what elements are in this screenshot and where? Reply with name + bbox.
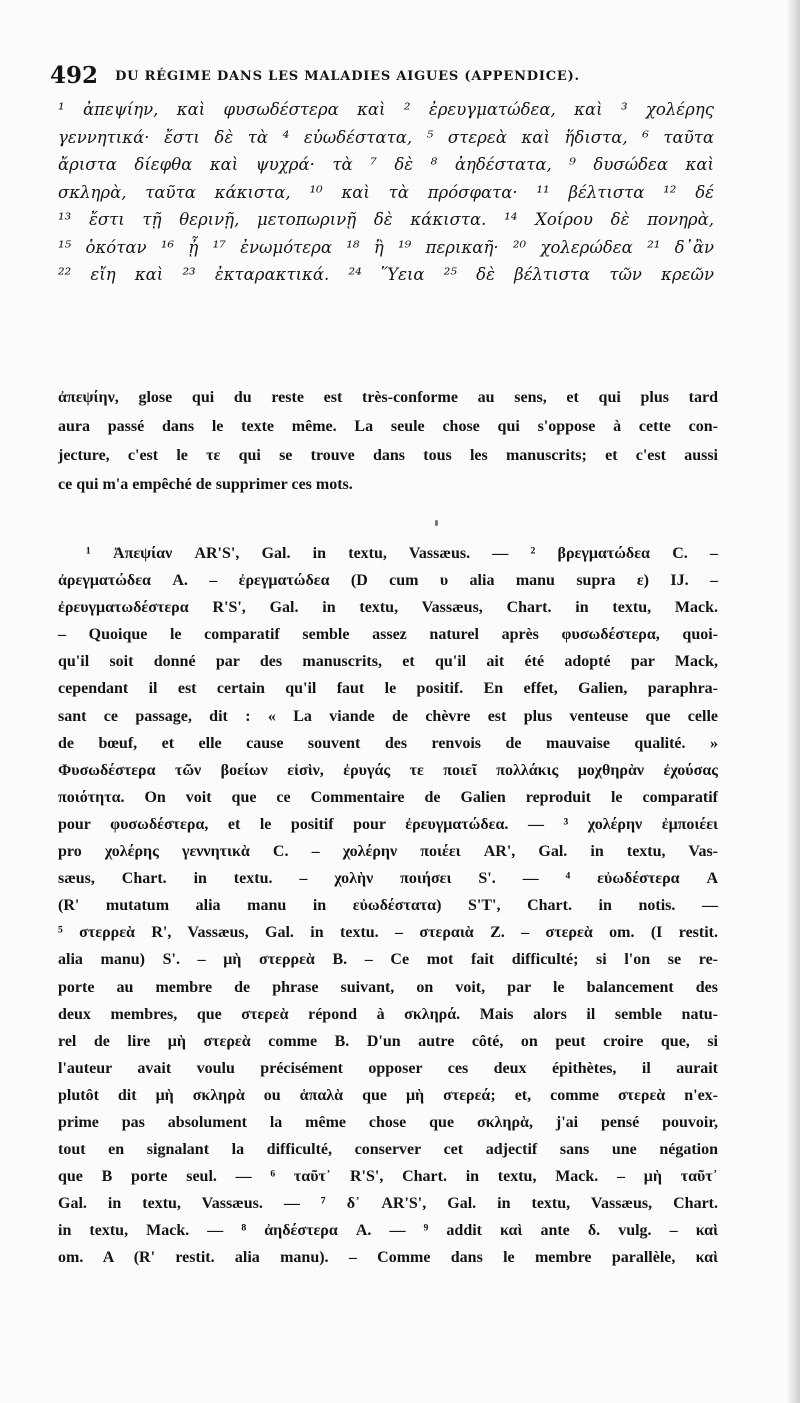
apparatus-line: deux membres, que στερεὰ répond à σκληρά. Mais alors il semble natu- [58,1005,718,1023]
apparatus-line: sant ce passage, dit : « La viande de chèvre est plus venteuse que celle [58,707,718,725]
greek-text-block [58,96,714,289]
apparatus-line: sæus, Chart. in textu. – χολὴν ποιήσει S'. — ⁴ εὐωδέστερα A [58,870,718,888]
greek-line: ἄριστα δίεφθα καὶ ψυχρά· τὰ ⁷ δὲ ⁸ ἀηδέστατα, ⁹ δυσώδεα καὶ [58,155,714,174]
apparatus-line: de bœuf, et elle cause souvent des renvois de mauvaise qualité. » [58,734,718,752]
apparatus-line: ἀρεγματώδεα A. – ἐρεγματώδεα (D cum υ alia manu supra ε) IJ. – [58,572,718,590]
apparatus-line: cependant il est certain qu'il faut le positif. En effet, Galien, paraphra- [58,680,718,698]
note-line: aura passé dans le texte même. La seule chose qui s'oppose à cette con- [58,418,718,435]
critical-apparatus [58,540,718,1272]
apparatus-line: ποιότητα. On voit que ce Commentaire de Galien reproduit le comparatif [58,788,718,806]
apparatus-line: – Quoique le comparatif semble assez naturel après φυσωδέστερα, quoi- [58,626,718,644]
note-line: ἀπεψίην, glose qui du reste est très-conforme au sens, et qui plus tard [58,389,718,406]
apparatus-line: l'auteur avait voulu précisément opposer ces deux épithètes, il aurait [58,1059,718,1077]
apparatus-line: in textu, Mack. — ⁸ ἀηδέστερα A. — ⁹ addit καὶ ante δ. vulg. – καὶ [58,1222,718,1240]
greek-line: ¹³ ἔστι τῇ θερινῇ, μετοπωρινῇ δὲ κάκιστα. ¹⁴ Χοίρου δὲ πονηρὰ, [58,210,714,229]
apparatus-line: ¹ Ἀπεψίαν AR'S', Gal. in textu, Vassæus. — ² βρεγματώδεα C. – [86,545,718,562]
apparatus-line: ἐρευγματωδέστερα R'S', Gal. in textu, Vassæus, Chart. in textu, Mack. [58,599,718,617]
apparatus-line: Φυσωδέστερα τῶν βοείων εἰσὶν, ἐρυγάς τε ποιεῖ πολλάκις μοχθηρὰν ἐχούσας [58,761,718,779]
apparatus-line: Gal. in textu, Vassæus. — ⁷ δ᾽ AR'S', Gal. in textu, Vassæus, Chart. [58,1195,718,1213]
running-head: DU RÉGIME DANS LES MALADIES AIGUES (APPENDICE). [115,69,580,84]
page-header [50,62,730,92]
apparatus-line: plutôt dit μὴ σκληρὰ ou ἁπαλὰ que μὴ στερεά; et, comme στερεὰ n'ex- [58,1086,718,1104]
greek-line: ²² εἴη καὶ ²³ ἐκταρακτικά. ²⁴ Ὕεια ²⁵ δὲ βέλτιστα τῶν κρεῶν [58,265,714,284]
apparatus-line: rel de lire μὴ στερεὰ comme B. D'un autre côté, on peut croire que, si [58,1032,718,1050]
apparatus-line: alia manu) S'. – μὴ στερρεὰ B. – Ce mot fait difficulté; si l'on se re- [58,951,718,969]
greek-line: ¹ ἀπεψίην, καὶ φυσωδέστερα καὶ ² ἐρευγματώδεα, καὶ ³ χολέρης [58,100,714,119]
commentary-note [58,383,718,499]
note-line: jecture, c'est le τε qui se trouve dans tous les manuscrits; et c'est aussi [58,447,718,464]
apparatus-line: (R' mutatum alia manu in εὐωδέστατα) S'T', Chart. in notis. — [58,897,718,915]
page-number: 492 [50,62,99,89]
apparatus-line: tout en signalant la difficulté, conserver cet adjectif sans une négation [58,1141,718,1159]
greek-line: γεννητικά· ἔστι δὲ τὰ ⁴ εὐωδέστατα, ⁵ στερεὰ καὶ ἥδιστα, ⁶ ταῦτα [58,127,714,147]
section-divider-mark [435,520,438,526]
greek-line: σκληρὰ, ταῦτα κάκιστα, ¹⁰ καὶ τὰ πρόσφατα· ¹¹ βέλτιστα ¹² δέ [58,182,714,202]
apparatus-line: prime pas absolument la même chose que σκληρὰ, j'ai pensé pouvoir, [58,1113,718,1131]
page-edge-shadow [786,0,800,1403]
apparatus-line: pour φυσωδέστερα, et le positif pour ἐρευγματώδεα. — ³ χολέρην ἐμποιέει [58,815,718,833]
apparatus-line: ⁵ στερρεὰ R', Vassæus, Gal. in textu. – στεραιὰ Z. – στερεὰ om. (I restit. [58,924,718,942]
apparatus-line: que B porte seul. — ⁶ ταῦτ᾽ R'S', Chart. in textu, Mack. – μὴ ταῦτ᾽ [58,1168,718,1186]
apparatus-line: qu'il soit donné par des manuscrits, et qu'il ait été adopté par Mack, [58,653,718,671]
apparatus-line: om. A (R' restit. alia manu). – Comme dans le membre parallèle, καὶ [58,1249,718,1267]
note-line: ce qui m'a empêché de supprimer ces mots. [58,476,353,493]
apparatus-line: pro χολέρης γεννητικὰ C. – χολέρην ποιέει AR', Gal. in textu, Vas- [58,843,718,861]
apparatus-line: porte au membre de phrase suivant, on voit, par le balancement des [58,978,718,996]
greek-line: ¹⁵ ὁκόταν ¹⁶ ᾖ ¹⁷ ἐνωμότερα ¹⁸ ἢ ¹⁹ περικαῆ· ²⁰ χολερώδεα ²¹ δ᾽ἂν [58,237,714,257]
